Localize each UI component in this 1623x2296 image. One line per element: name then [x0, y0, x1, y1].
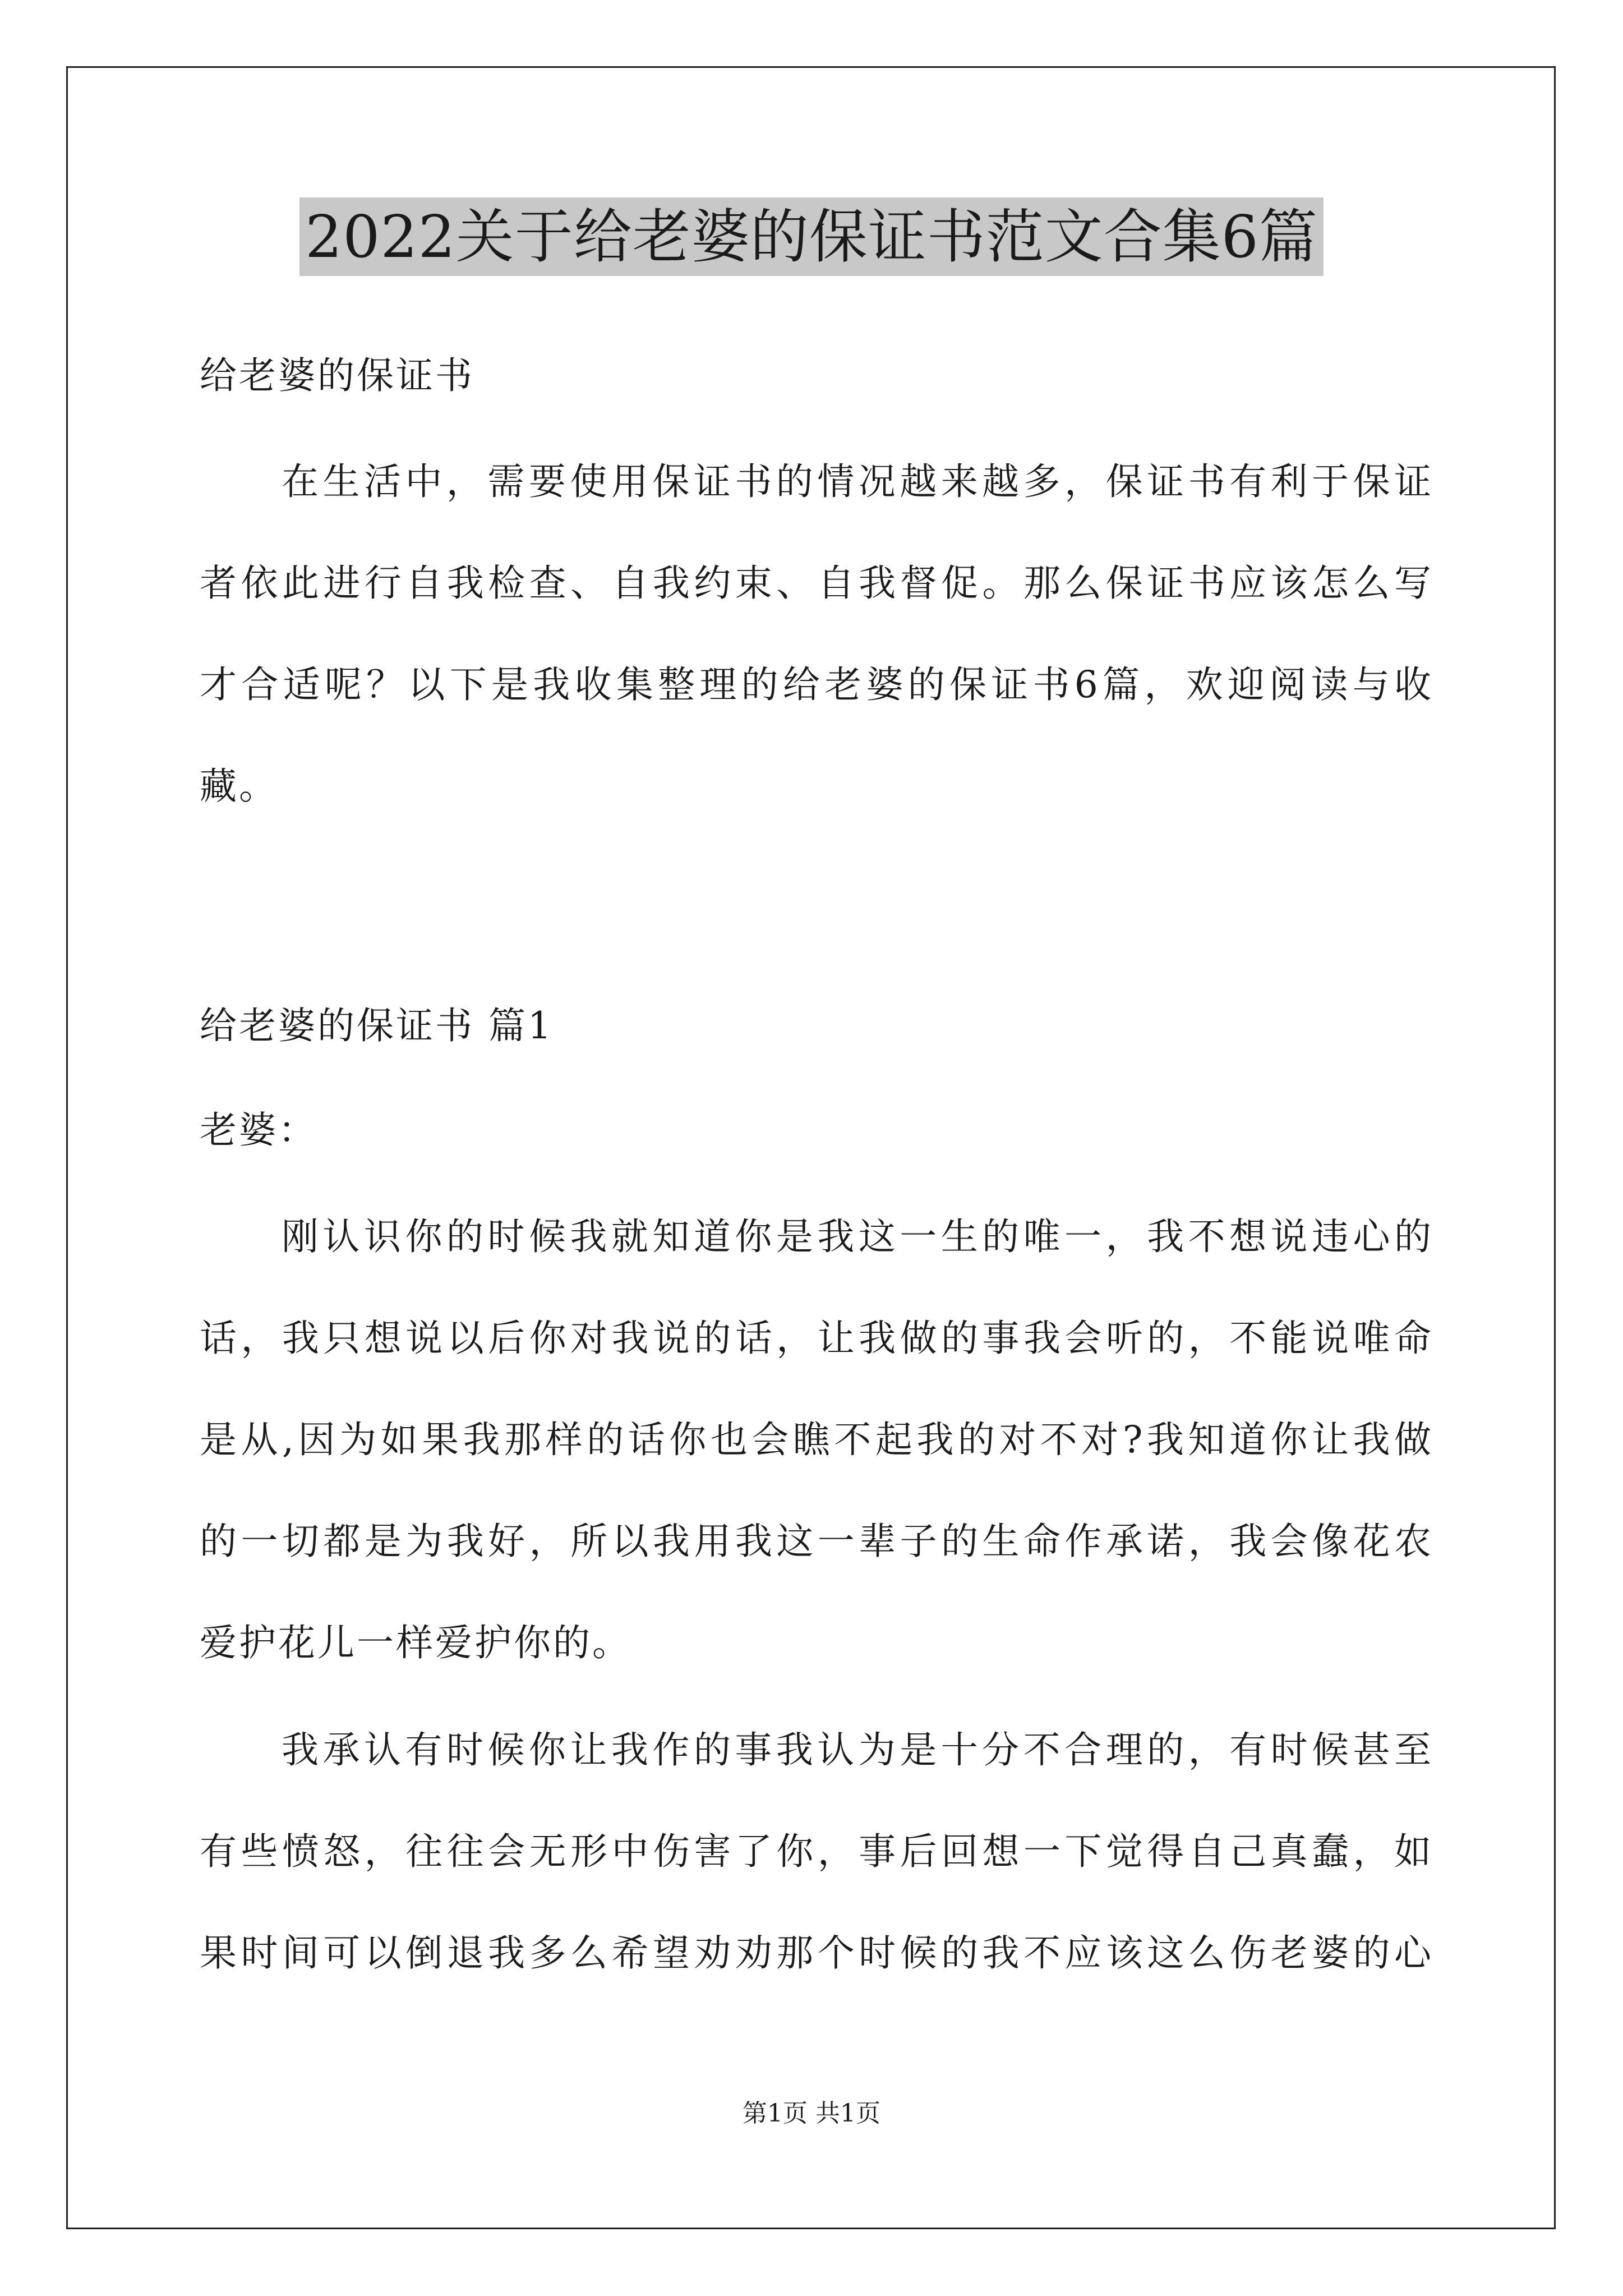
section-1-heading: 给老婆的保证书 篇1 — [200, 1004, 554, 1047]
document-title: 2022关于给老婆的保证书范文合集6篇 — [299, 197, 1324, 276]
para1-line-5: 爱护花儿一样爱护你的。 — [200, 1621, 631, 1664]
intro-line-3: 才合适呢？以下是我收集整理的给老婆的保证书6篇，欢迎阅读与收 — [200, 663, 1433, 706]
para2-line-3: 果时间可以倒退我多么希望劝劝那个时候的我不应该这么伤老婆的心 — [200, 1931, 1433, 1975]
para1-line-1: 刚认识你的时候我就知道你是我这一生的唯一，我不想说违心的 — [282, 1215, 1433, 1258]
para2-line-2: 有些愤怒，往往会无形中伤害了你，事后回想一下觉得自己真蠢，如 — [200, 1830, 1433, 1873]
para2-line-1: 我承认有时候你让我作的事我认为是十分不合理的，有时候甚至 — [282, 1728, 1433, 1772]
para1-line-4: 的一切都是为我好，所以我用我这一辈子的生命作承诺，我会像花农 — [200, 1520, 1433, 1563]
para1-line-3: 是从,因为如果我那样的话你也会瞧不起我的对不对?我知道你让我做 — [200, 1418, 1433, 1461]
intro-heading: 给老婆的保证书 — [200, 354, 474, 397]
para1-line-2: 话，我只想说以后你对我说的话，让我做的事我会听的，不能说唯命 — [200, 1317, 1433, 1360]
intro-line-1: 在生活中，需要使用保证书的情况越来越多，保证书有利于保证 — [282, 460, 1433, 503]
intro-line-2: 者依此进行自我检查、自我约束、自我督促。那么保证书应该怎么写 — [200, 562, 1433, 605]
intro-line-4: 藏。 — [200, 765, 278, 808]
page-footer: 第1页 共1页 — [743, 2099, 880, 2128]
title-container — [0, 197, 1623, 276]
salutation: 老婆： — [200, 1108, 317, 1152]
